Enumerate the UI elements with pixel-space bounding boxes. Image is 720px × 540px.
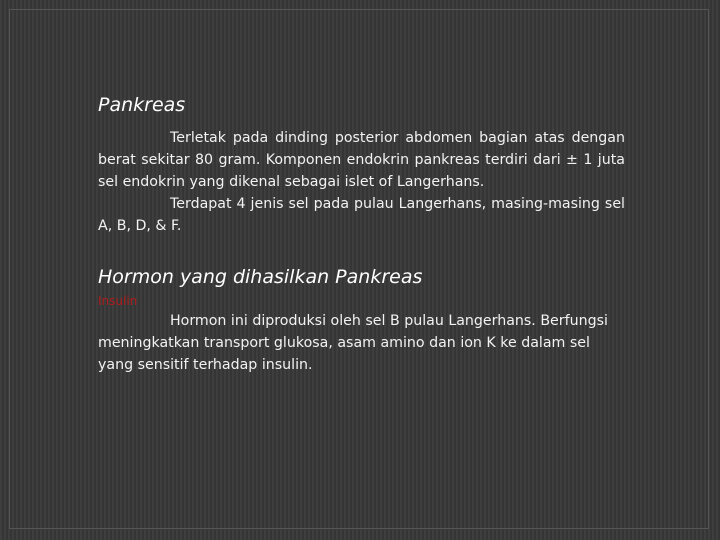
subheading-insulin: Insulin: [98, 294, 138, 308]
section-title-pankreas: Pankreas: [98, 94, 186, 116]
slide-content: [98, 92, 625, 376]
paragraph-insulin: Hormon ini diproduksi oleh sel B pulau Langerhans. Berfungsi meningkatkan transport glukosa, asam amino dan ion K ke dalam sel yang sensitif terhadap insulin.: [98, 313, 608, 373]
paragraph-cell-types: Terdapat 4 jenis sel pada pulau Langerhans, masing-masing sel A, B, D, & F.: [98, 196, 625, 234]
paragraph-location: Terletak pada dinding posterior abdomen bagian atas dengan berat sekitar 80 gram. Komponen endokrin pankreas terdiri dari ± 1 juta sel endokrin yang dikenal sebagai islet of Langerhans.: [98, 130, 625, 190]
section-title-hormones: Hormon yang dihasilkan Pankreas: [98, 266, 423, 288]
